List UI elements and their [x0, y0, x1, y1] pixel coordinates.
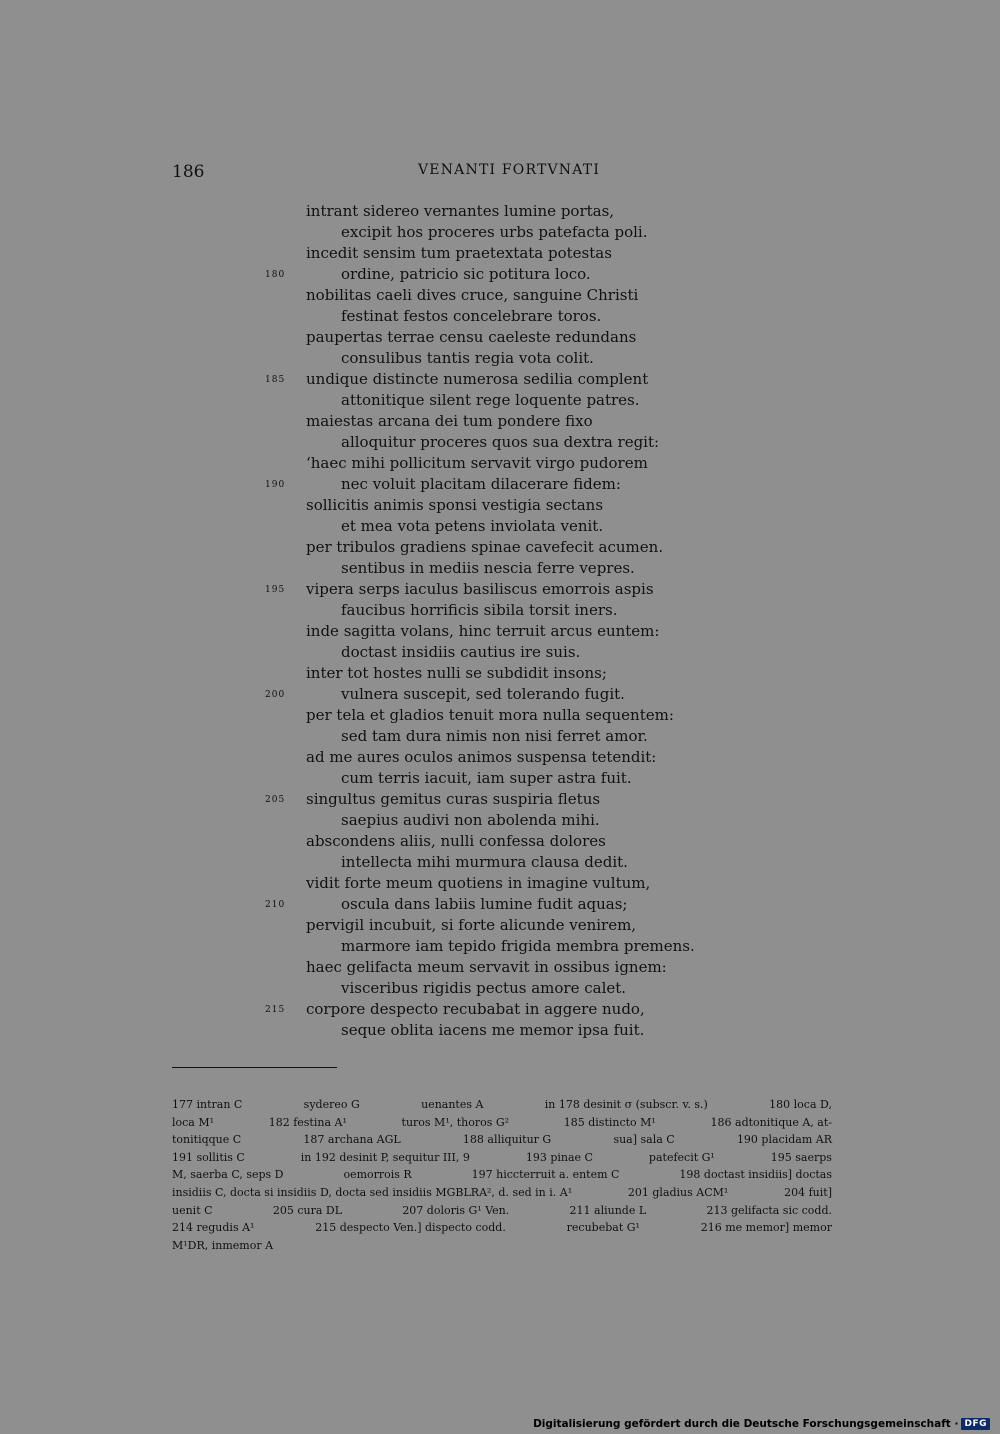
- verse-line: [0, 369, 1000, 390]
- verse-line: [0, 726, 1000, 747]
- verse-text: nec voluit placitam dilacerare fidem:: [341, 475, 621, 493]
- apparatus-entry: 177 intran C: [172, 1098, 243, 1111]
- verse-line: [0, 390, 1000, 411]
- apparatus-entry: in 192 desinit P, sequitur III, 9: [300, 1150, 470, 1164]
- verse-line: [0, 810, 1000, 831]
- apparatus-entry: patefecit G¹: [648, 1150, 715, 1164]
- verse-text: inter tot hostes nulli se subdidit insons;: [306, 664, 607, 682]
- line-number: 200: [265, 690, 286, 700]
- apparatus-entry: 197 hiccterruit a. entem C: [471, 1168, 620, 1182]
- apparatus-line: [172, 1131, 832, 1149]
- apparatus-line: [172, 1184, 832, 1202]
- verse-line: [0, 201, 1000, 222]
- verse-text: alloquitur proceres quos sua dextra regit:: [341, 433, 660, 451]
- verse-text: sed tam dura nimis non nisi ferret amor.: [341, 727, 648, 745]
- verse-line: [0, 789, 1000, 810]
- verse-line: [0, 495, 1000, 516]
- verse-text: et mea vota petens inviolata venit.: [341, 517, 604, 535]
- line-number: 205: [265, 795, 286, 805]
- funding-text: Digitalisierung gefördert durch die Deutsche Forschungsgemeinschaft ·: [533, 1418, 959, 1430]
- verse-text: corpore despecto recubabat in aggere nudo,: [306, 1000, 645, 1018]
- verse-text: vipera serps iaculus basiliscus emorrois aspis: [306, 580, 654, 598]
- apparatus-entry: 191 sollitis C: [172, 1150, 245, 1164]
- verse-text: marmore iam tepido frigida membra premens.: [341, 937, 695, 955]
- verse-line: [0, 621, 1000, 642]
- apparatus-line: [172, 1219, 832, 1237]
- verse-line: [0, 453, 1000, 474]
- apparatus-line: [172, 1096, 832, 1114]
- verse-line: [0, 768, 1000, 789]
- line-number: 210: [265, 900, 286, 910]
- line-number: 185: [265, 375, 286, 385]
- verse-line: [0, 1020, 1000, 1041]
- apparatus-entry: in 178 desinit σ (subscr. v. s.): [544, 1098, 708, 1111]
- apparatus-line: [172, 1114, 832, 1132]
- funding-footer: [533, 1416, 990, 1432]
- apparatus-entry: 201 gladius ACM¹: [627, 1185, 729, 1199]
- verse-text: seque oblita iacens me memor ipsa fuit.: [341, 1021, 645, 1039]
- verse-text: saepius audivi non abolenda mihi.: [341, 811, 600, 829]
- apparatus-entry: insidiis C, docta si insidiis D, docta sed insidiis MGBLRA², d. sed in i. A¹: [172, 1185, 573, 1199]
- verse-line: [0, 222, 1000, 243]
- apparatus-entry: oemorrois R: [343, 1168, 412, 1182]
- apparatus-entry: uenit C: [172, 1203, 213, 1217]
- line-number: 215: [265, 1005, 286, 1015]
- verse-line: [0, 306, 1000, 327]
- verse-line: [0, 432, 1000, 453]
- verse-line: [0, 747, 1000, 768]
- verse-line: [0, 915, 1000, 936]
- apparatus-entry: 207 doloris G¹ Ven.: [402, 1203, 510, 1217]
- line-number: 180: [265, 270, 286, 280]
- verse-text: incedit sensim tum praetextata potestas: [306, 244, 612, 262]
- apparatus-entry: 188 alliquitur G: [462, 1133, 552, 1147]
- verse-line: [0, 957, 1000, 978]
- verse-line: [0, 411, 1000, 432]
- verse-text: undique distincte numerosa sedilia complent: [306, 370, 649, 388]
- apparatus-entry: 216 me memor] memor: [700, 1221, 832, 1235]
- verse-text: faucibus horrificis sibila torsit iners.: [341, 601, 618, 619]
- apparatus-entry: 213 gelifacta sic codd.: [706, 1203, 832, 1217]
- verse-text: inde sagitta volans, hinc terruit arcus euntem:: [306, 622, 660, 640]
- verse-text: per tela et gladios tenuit mora nulla sequentem:: [306, 706, 674, 724]
- verse-text: ‘haec mihi pollicitum servavit virgo pudorem: [306, 454, 648, 472]
- apparatus-entry: sua] sala C: [613, 1133, 675, 1147]
- apparatus-entry: 185 distincto M¹: [563, 1115, 656, 1129]
- apparatus-entry: 195 saerps: [770, 1150, 832, 1164]
- verse-text: vidit forte meum quotiens in imagine vultum,: [306, 874, 651, 892]
- apparatus-entry: 215 despecto Ven.] dispecto codd.: [315, 1221, 506, 1235]
- verse-text: haec gelifacta meum servavit in ossibus ignem:: [306, 958, 667, 976]
- verse-text: visceribus rigidis pectus amore calet.: [341, 979, 627, 997]
- verse-line: [0, 348, 1000, 369]
- verse-line: [0, 936, 1000, 957]
- poem-text: [0, 201, 1000, 1041]
- verse-line: [0, 474, 1000, 495]
- verse-line: [0, 978, 1000, 999]
- verse-line: [0, 327, 1000, 348]
- verse-text: paupertas terrae censu caeleste redundans: [306, 328, 637, 346]
- verse-text: consulibus tantis regia vota colit.: [341, 349, 594, 367]
- apparatus-entry: 214 regudis A¹: [172, 1221, 255, 1235]
- page-header: [0, 160, 1000, 186]
- verse-text: attonitique silent rege loquente patres.: [341, 391, 640, 409]
- verse-line: [0, 873, 1000, 894]
- verse-line: [0, 894, 1000, 915]
- dfg-logo-icon: DFG: [961, 1418, 990, 1430]
- apparatus-entry: sydereo G: [303, 1098, 360, 1111]
- verse-text: sollicitis animis sponsi vestigia sectans: [306, 496, 604, 514]
- verse-text: pervigil incubuit, si forte alicunde venirem,: [306, 916, 637, 934]
- verse-text: vulnera suscepit, sed tolerando fugit.: [341, 685, 625, 703]
- apparatus-entry: 182 festina A¹: [268, 1115, 347, 1129]
- apparatus-entry: M¹DR, inmemor A: [172, 1238, 274, 1252]
- apparatus-line: [172, 1149, 832, 1167]
- running-title: VENANTI FORTVNATI: [418, 162, 601, 178]
- apparatus-entry: loca M¹: [172, 1115, 215, 1129]
- page-number: 186: [172, 162, 205, 182]
- verse-text: festinat festos concelebrare toros.: [341, 307, 602, 325]
- verse-line: [0, 264, 1000, 285]
- verse-text: sentibus in mediis nescia ferre vepres.: [341, 559, 635, 577]
- apparatus-entry: 205 cura DL: [272, 1203, 343, 1217]
- verse-text: per tribulos gradiens spinae cavefecit acumen.: [306, 538, 664, 556]
- verse-line: [0, 600, 1000, 621]
- verse-text: ordine, patricio sic potitura loco.: [341, 265, 591, 283]
- verse-line: [0, 558, 1000, 579]
- verse-text: abscondens aliis, nulli confessa dolores: [306, 832, 606, 850]
- verse-text: intellecta mihi murmura clausa dedit.: [341, 853, 628, 871]
- apparatus-line: [172, 1202, 832, 1220]
- verse-line: [0, 285, 1000, 306]
- critical-apparatus: [172, 1096, 832, 1254]
- verse-text: excipit hos proceres urbs patefacta poli.: [341, 223, 648, 241]
- verse-line: [0, 684, 1000, 705]
- apparatus-entry: 190 placidam AR: [736, 1133, 832, 1147]
- verse-line: [0, 999, 1000, 1020]
- verse-text: singultus gemitus curas suspiria fletus: [306, 790, 601, 808]
- apparatus-entry: 186 adtonitique A, at-: [710, 1115, 832, 1129]
- footnote-rule: [172, 1067, 337, 1068]
- verse-line: [0, 831, 1000, 852]
- verse-text: nobilitas caeli dives cruce, sanguine Christi: [306, 286, 639, 304]
- apparatus-entry: M, saerba C, seps D: [172, 1168, 284, 1182]
- apparatus-entry: 187 archana AGL: [303, 1133, 401, 1147]
- apparatus-line: [172, 1237, 832, 1255]
- verse-text: oscula dans labiis lumine fudit aquas;: [341, 895, 628, 913]
- verse-line: [0, 516, 1000, 537]
- verse-line: [0, 642, 1000, 663]
- verse-line: [0, 537, 1000, 558]
- apparatus-entry: recubebat G¹: [566, 1221, 640, 1235]
- line-number: 190: [265, 480, 286, 490]
- verse-line: [0, 852, 1000, 873]
- apparatus-entry: uenantes A: [421, 1098, 484, 1111]
- verse-line: [0, 663, 1000, 684]
- apparatus-entry: 211 aliunde L: [569, 1203, 647, 1217]
- apparatus-entry: 204 fuit]: [784, 1185, 832, 1199]
- verse-text: ad me aures oculos animos suspensa tetendit:: [306, 748, 657, 766]
- verse-text: doctast insidiis cautius ire suis.: [341, 643, 581, 661]
- verse-text: cum terris iacuit, iam super astra fuit.: [341, 769, 632, 787]
- apparatus-entry: turos M¹, thoros G²: [401, 1115, 510, 1129]
- verse-line: [0, 579, 1000, 600]
- verse-text: intrant sidereo vernantes lumine portas,: [306, 202, 615, 220]
- verse-line: [0, 705, 1000, 726]
- apparatus-entry: tonitiqque C: [172, 1133, 242, 1147]
- apparatus-entry: 198 doctast insidiis] doctas: [679, 1168, 832, 1182]
- apparatus-line: [172, 1166, 832, 1184]
- apparatus-entry: 193 pinae C: [525, 1150, 593, 1164]
- apparatus-entry: 180 loca D,: [769, 1098, 832, 1111]
- line-number: 195: [265, 585, 286, 595]
- verse-line: [0, 243, 1000, 264]
- verse-text: maiestas arcana dei tum pondere fixo: [306, 412, 593, 430]
